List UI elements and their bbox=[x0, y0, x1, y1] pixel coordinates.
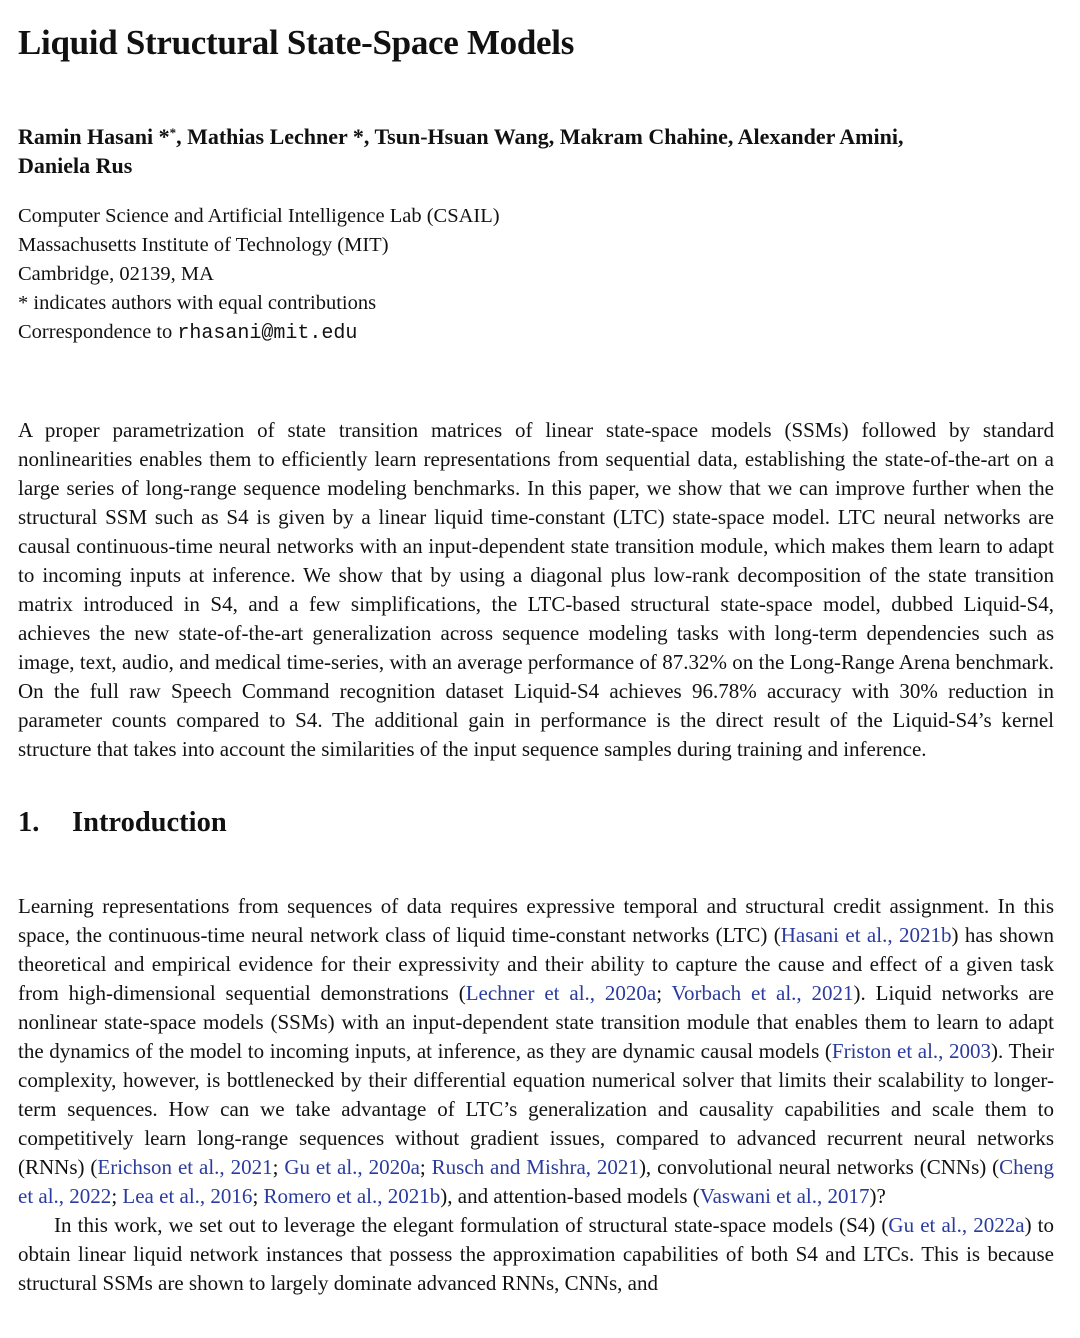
correspondence-label: Correspondence to bbox=[18, 321, 178, 343]
citation-link[interactable]: Cheng et al., 2022 bbox=[18, 1155, 1054, 1208]
author-list bbox=[18, 122, 1058, 180]
abstract: A proper parametrization of state transition matrices of linear state-space models (SSMs) followed by standard nonlinearities enables them to efficiently learn representations from sequential data, establishing the state-of-the-art on a large series of long-range sequence modeling benchmarks. In this paper, we show that we can improve further when the structural SSM such as S4 is given by a linear liquid time-constant (LTC) state-space model. LTC neural networks are causal continuous-time neural networks with an input-dependent state transition module, which makes them learn to adapt to incoming inputs at inference. We show that by using a diagonal plus low-rank decomposition of the state transition matrix introduced in S4, and a few simplifications, the LTC-based structural state-space model, dubbed Liquid-S4, achieves the new state-of-the-art generalization across sequence modeling tasks with long-term dependencies such as image, text, audio, and medical time-series, with an average performance of 87.32% on the Long-Range Arena benchmark. On the full raw Speech Command recognition dataset Liquid-S4 achieves 96.78% accuracy with 30% reduction in parameter counts compared to S4. The additional gain in performance is the direct result of the Liquid-S4’s kernel structure that takes into account the similarities of the input sequence samples during training and inference. bbox=[18, 418, 1054, 761]
citation-link[interactable]: Erichson et al., 2021 bbox=[97, 1155, 273, 1179]
affiliation-lab: Computer Science and Artificial Intelligence Lab (CSAIL) bbox=[18, 205, 500, 227]
author-footnote-mark: * bbox=[169, 125, 177, 140]
citation-link[interactable]: Lechner et al., 2020a bbox=[465, 981, 657, 1005]
author-primary: Ramin Hasani * bbox=[18, 124, 170, 149]
citation-link[interactable]: Vaswani et al., 2017 bbox=[699, 1184, 870, 1208]
introduction-paragraph-2: In this work, we set out to leverage the elegant formulation of structural state-space models (S4) (Gu et al., 2022a) to obtain linear liquid network instances that possess the approximation capabilities of both S4 and LTCs. This is because structural SSMs are shown to largely dominate advanced RNNs, CNNs, and bbox=[18, 1213, 1055, 1295]
citation-link[interactable]: Vorbach et al., 2021 bbox=[671, 981, 854, 1005]
section-heading-introduction bbox=[18, 804, 227, 841]
citation-link[interactable]: Romero et al., 2021b bbox=[263, 1184, 441, 1208]
citation-link[interactable]: Rusch and Mishra, 2021 bbox=[431, 1155, 639, 1179]
author-list-continued: , Mathias Lechner *, Tsun-Hsuan Wang, Makram Chahine, Alexander Amini, bbox=[176, 124, 904, 149]
section-title: Introduction bbox=[72, 807, 227, 838]
citation-link[interactable]: Gu et al., 2020a bbox=[284, 1155, 420, 1179]
affiliation-location: Cambridge, 02139, MA bbox=[18, 263, 214, 285]
affiliation-institute: Massachusetts Institute of Technology (MIT) bbox=[18, 234, 389, 256]
paper-title: Liquid Structural State-Space Models bbox=[18, 23, 575, 62]
citation-link[interactable]: Lea et al., 2016 bbox=[122, 1184, 253, 1208]
citation-link[interactable]: Friston et al., 2003 bbox=[831, 1039, 992, 1063]
introduction-body bbox=[18, 892, 1054, 1298]
correspondence-email[interactable]: rhasani@mit.edu bbox=[177, 322, 358, 345]
citation-link[interactable]: Hasani et al., 2021b bbox=[780, 923, 952, 947]
affiliation-block bbox=[18, 202, 500, 348]
introduction-paragraph-1: Learning representations from sequences of data requires expressive temporal and structural credit assignment. In this space, the continuous-time neural network class of liquid time-constant networks (LTC) (Hasani et al., 2021b) has shown theoretical and empirical evidence for their expressivity and their ability to capture the cause and effect of a given task from high-dimensional sequential demonstrations (Lechner et al., 2020a; Vorbach et al., 2021). Liquid networks are nonlinear state-space models (SSMs) with an input-dependent state transition module that enables them to learn to adapt the dynamics of the model to incoming inputs, at inference, as they are dynamic causal models (Friston et al., 2003). Their complexity, however, is bottlenecked by their differential equation numerical solver that limits their scalability to longer-term sequences. How can we take advantage of LTC’s generalization and causality capabilities and scale them to competitively learn long-range sequences without gradient issues, compared to advanced recurrent neural networks (RNNs) (Erichson et al., 2021; Gu et al., 2020a; Rusch and Mishra, 2021), convolutional neural networks (CNNs) (Cheng et al., 2022; Lea et al., 2016; Romero et al., 2021b), and attention-based models (Vaswani et al., 2017)? bbox=[18, 894, 1055, 1208]
equal-contribution-note: * indicates authors with equal contributions bbox=[18, 292, 377, 314]
author-last: Daniela Rus bbox=[18, 153, 133, 178]
section-number: 1. bbox=[18, 807, 40, 838]
citation-link[interactable]: Gu et al., 2022a bbox=[888, 1213, 1025, 1237]
correspondence-line bbox=[18, 318, 500, 348]
